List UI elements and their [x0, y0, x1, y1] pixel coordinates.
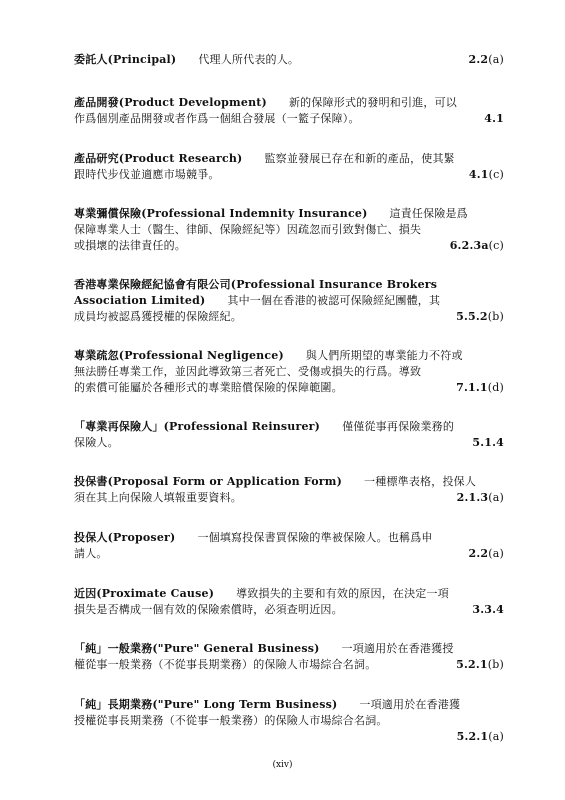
entry-term: 投保書(Proposal Form or Application Form): [74, 475, 343, 488]
glossary-entry-product-development: [74, 95, 504, 127]
entry-line: [74, 419, 504, 435]
entry-reference: 5.2.1(b): [456, 658, 504, 671]
entry-definition: 的索償可能屬於各種形式的專業賠償保險的保障範圍。: [74, 381, 343, 394]
entry-line: [74, 151, 504, 167]
entry-line: [74, 713, 504, 729]
entry-term: 投保人(Proposer): [74, 531, 176, 544]
entry-line: [74, 309, 504, 325]
entry-line: [74, 380, 504, 396]
entry-definition: 請人。: [74, 547, 108, 560]
entry-reference: 3.3.4: [472, 603, 504, 616]
entry-definition: 一種標準表格，投保人: [364, 475, 477, 488]
entry-term: 「純」長期業務("Pure" Long Term Business): [74, 698, 338, 711]
entry-line: [74, 641, 504, 657]
entry-line: [74, 586, 504, 602]
glossary-entry-professional-reinsurer: [74, 419, 504, 451]
entry-reference: 7.1.1(d): [456, 381, 504, 394]
entry-reference: 2.1.3(a): [456, 491, 504, 504]
glossary-entry-principal: [74, 52, 504, 68]
entry-definition: 損失是否構成一個有效的保險索償時，必須查明近因。: [74, 603, 343, 616]
entry-definition: 權從事一般業務（不從事長期業務）的保險人市場綜合名詞。: [74, 658, 377, 671]
entry-line: [74, 277, 504, 293]
entry-line: [74, 52, 504, 68]
entry-line: [74, 364, 504, 380]
glossary-entry-professional-negligence: [74, 348, 504, 396]
entry-definition: 成員均被認爲獲授權的保險經紀。: [74, 310, 242, 323]
entry-term: 委託人(Principal): [74, 53, 177, 66]
page-number: (xiv): [272, 760, 293, 770]
entry-reference: 4.1(c): [468, 168, 504, 181]
entry-definition: 一項適用於在香港獲: [359, 698, 461, 711]
entry-reference: 5.5.2(b): [456, 310, 504, 323]
entry-line: [74, 490, 504, 506]
glossary-entry-product-research: [74, 151, 504, 183]
entry-term: 近因(Proximate Cause): [74, 587, 215, 600]
entry-definition: 作爲個別產品開發或者作爲一個組合發展（一籃子保障）。: [74, 112, 360, 125]
entry-line: [74, 546, 504, 562]
entry-reference: 5.2.1(a): [456, 730, 504, 743]
entry-term: 「純」一般業務("Pure" General Business): [74, 642, 320, 655]
entry-definition: 新的保障形式的發明和引進，可以: [288, 96, 457, 109]
entry-line: [74, 657, 504, 673]
entry-definition: 與人們所期望的專業能力不符或: [305, 349, 463, 362]
glossary-entry-proximate-cause: [74, 586, 504, 618]
entry-line: [74, 95, 504, 111]
entry-line: [74, 474, 504, 490]
entry-term: 產品開發(Product Development): [74, 96, 267, 109]
entry-reference: 5.1.4: [472, 436, 504, 449]
glossary-entry-pure-general-business: [74, 641, 504, 673]
entry-line: [74, 530, 504, 546]
entry-definition: 僅僅從事再保險業務的: [342, 420, 455, 433]
entry-definition: 或損壞的法律責任的。: [74, 239, 186, 252]
glossary-entry-pib-association: [74, 277, 504, 325]
entry-line: [74, 729, 504, 745]
entry-line: [74, 435, 504, 451]
entry-line: [74, 602, 504, 618]
entry-term: 產品研究(Product Research): [74, 152, 243, 165]
entry-definition: 其中一個在香港的被認可保險經紀團體，其: [227, 294, 441, 307]
entry-definition: 監察並發展已存在和新的產品，使其緊: [264, 152, 455, 165]
entry-reference: 6.2.3a(c): [449, 239, 504, 252]
glossary-entry-proposer: [74, 530, 504, 562]
entry-definition: 代理人所代表的人。: [198, 53, 300, 66]
entry-term: 專業彌償保險(Professional Indemnity Insurance): [74, 207, 368, 220]
entry-definition: 這責任保險是爲: [389, 207, 468, 220]
entry-definition: 保險人。: [74, 436, 119, 449]
entry-term: 專業疏忽(Professional Negligence): [74, 349, 284, 362]
entry-reference: 2.2(a): [468, 547, 504, 560]
entry-definition: 須在其上向保險人填報重要資料。: [74, 491, 242, 504]
entry-line: [74, 206, 504, 222]
entry-definition: 無法勝任專業工作，並因此導致第三者死亡、受傷或損失的行爲。導致: [74, 365, 422, 378]
entry-definition: 保障專業人士（醫生、律師、保險經紀等）因疏忽而引致對傷亡、損失: [74, 223, 422, 236]
entry-definition: 跟時代步伐並適應市場競爭。: [74, 168, 220, 181]
entry-line: [74, 697, 504, 713]
entry-line: [74, 348, 504, 364]
entry-line: [74, 222, 504, 238]
glossary-entry-pure-long-term-business: [74, 697, 504, 745]
entry-term: 「專業再保險人」(Professional Reinsurer): [74, 420, 321, 433]
entry-line: [74, 293, 504, 309]
entry-line: [74, 238, 504, 254]
entry-reference: 2.2(a): [468, 53, 504, 66]
entry-line: [74, 167, 504, 183]
entry-term-continued: Association Limited): [74, 294, 206, 307]
entry-definition: 導致損失的主要和有效的原因，在決定一項: [236, 587, 449, 600]
entry-definition: 一個填寫投保書買保險的準被保險人。也稱爲申: [197, 531, 433, 544]
entry-reference: 4.1: [484, 112, 504, 125]
entry-line: [74, 111, 504, 127]
glossary-entry-proposal-form: [74, 474, 504, 506]
entry-definition: 授權從事長期業務（不從事一般業務）的保險人市場綜合名詞。: [74, 714, 388, 727]
entry-term: 香港專業保險經紀協會有限公司(Professional Insurance Brokers: [74, 278, 438, 291]
glossary-entry-professional-indemnity: [74, 206, 504, 254]
entry-definition: 一項適用於在香港獲授: [341, 642, 454, 655]
